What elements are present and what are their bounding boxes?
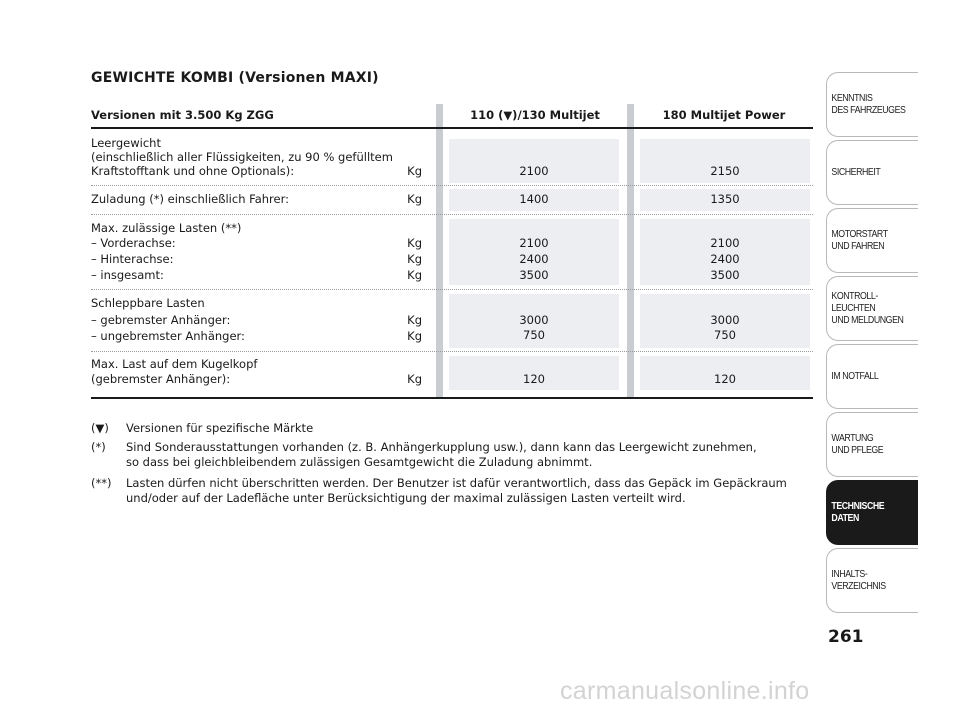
value-col1: 2100	[519, 164, 549, 178]
value-col2: 3000	[710, 313, 740, 327]
row-label: – insgesamt:	[91, 268, 164, 282]
row-label: Max. Last auf dem Kugelkopf	[91, 357, 258, 371]
value-col2: 750	[714, 328, 736, 342]
value-col1: 750	[523, 328, 545, 342]
footnote-symbol: (**)	[91, 476, 112, 490]
tab-label: MOTORSTART UND FAHREN	[831, 228, 888, 252]
row-label: – Hinterachse:	[91, 252, 174, 266]
row-divider	[91, 289, 813, 290]
tab-label: INHALTS- VERZEICHNIS	[831, 568, 886, 592]
row-label: (gebremster Anhänger):	[91, 372, 231, 386]
footnote-text: so dass bei gleichbleibendem zulässigen Gesamtgewicht die Zuladung abnimmt.	[126, 455, 593, 469]
header-rule	[91, 127, 813, 129]
row-divider	[91, 185, 813, 186]
watermark: carmanualsonline.info	[560, 677, 810, 705]
tab-label: SICHERHEIT	[831, 166, 881, 178]
tab-label: KONTROLL- LEUCHTEN UND MELDUNGEN	[831, 290, 904, 326]
row-label: – ungebremster Anhänger:	[91, 329, 245, 343]
row-label: Kraftstofftank und ohne Optionals):	[91, 164, 295, 178]
unit-label: Kg	[407, 268, 422, 282]
page-title: GEWICHTE KOMBI (Versionen MAXI)	[91, 70, 379, 86]
value-col1: 2100	[519, 236, 549, 250]
tab-wartung[interactable]	[826, 412, 918, 477]
row-divider	[91, 351, 813, 352]
tab-label: IM NOTFALL	[831, 370, 879, 382]
tab-kontrollleuchten[interactable]	[826, 276, 918, 341]
unit-label: Kg	[407, 192, 422, 206]
tab-motorstart[interactable]	[826, 208, 918, 273]
unit-label: Kg	[407, 164, 422, 178]
footnote-symbol: (▼)	[91, 421, 109, 435]
unit-label: Kg	[407, 313, 422, 327]
table-header-col2: 180 Multijet Power	[662, 108, 786, 122]
row-label: Zuladung (*) einschließlich Fahrer:	[91, 192, 289, 206]
table-header-main: Versionen mit 3.500 Kg ZGG	[91, 108, 274, 122]
row-label: (einschließlich aller Flüssigkeiten, zu 90 % gefülltem	[91, 150, 393, 164]
value-col2: 2400	[710, 252, 740, 266]
value-col2: 2150	[710, 164, 740, 178]
page-number: 261	[828, 627, 864, 647]
value-col1: 3000	[519, 313, 549, 327]
footnote-text: Lasten dürfen nicht überschritten werden. Der Benutzer ist dafür verantwortlich, dass das Gepäck im Gepäckraum	[126, 476, 787, 490]
column-separator-1	[436, 104, 443, 399]
tab-inhaltsverzeichnis[interactable]	[826, 548, 918, 613]
tab-label: WARTUNG UND PFLEGE	[831, 432, 884, 456]
unit-label: Kg	[407, 372, 422, 386]
footnote-text: Sind Sonderausstattungen vorhanden (z. B. Anhängerkupplung usw.), dann kann das Leergewicht zunehmen,	[126, 440, 757, 454]
value-col2: 120	[714, 372, 736, 386]
row-label: Max. zulässige Lasten (**)	[91, 221, 242, 235]
footnote-symbol: (*)	[91, 440, 106, 454]
value-col1: 1400	[519, 192, 549, 206]
tab-sicherheit[interactable]	[826, 140, 918, 205]
row-divider	[91, 214, 813, 215]
row-label: Schleppbare Lasten	[91, 296, 205, 310]
row-label: – Vorderachse:	[91, 236, 176, 250]
tab-kenntnis[interactable]	[826, 72, 918, 137]
footnote-text: und/oder auf der Ladefläche unter Berücksichtigung der maximal zulässigen Lasten verteilt wird.	[126, 491, 686, 505]
tab-technische-daten[interactable]	[826, 480, 918, 545]
value-col1: 3500	[519, 268, 549, 282]
tab-label: TECHNISCHE DATEN	[831, 500, 885, 524]
tab-notfall[interactable]	[826, 344, 918, 409]
table-bottom-rule	[91, 397, 813, 399]
value-col1: 2400	[519, 252, 549, 266]
value-col2: 1350	[710, 192, 740, 206]
value-col2: 2100	[710, 236, 740, 250]
tab-label: KENNTNIS DES FAHRZEUGES	[831, 92, 906, 116]
row-label: – gebremster Anhänger:	[91, 313, 231, 327]
value-col1: 120	[523, 372, 545, 386]
value-col2: 3500	[710, 268, 740, 282]
unit-label: Kg	[407, 236, 422, 250]
table-header-col1: 110 (▼)/130 Multijet	[470, 108, 600, 122]
unit-label: Kg	[407, 252, 422, 266]
unit-label: Kg	[407, 329, 422, 343]
row-label: Leergewicht	[91, 136, 161, 150]
footnote-text: Versionen für spezifische Märkte	[126, 421, 314, 435]
column-separator-2	[627, 104, 634, 399]
